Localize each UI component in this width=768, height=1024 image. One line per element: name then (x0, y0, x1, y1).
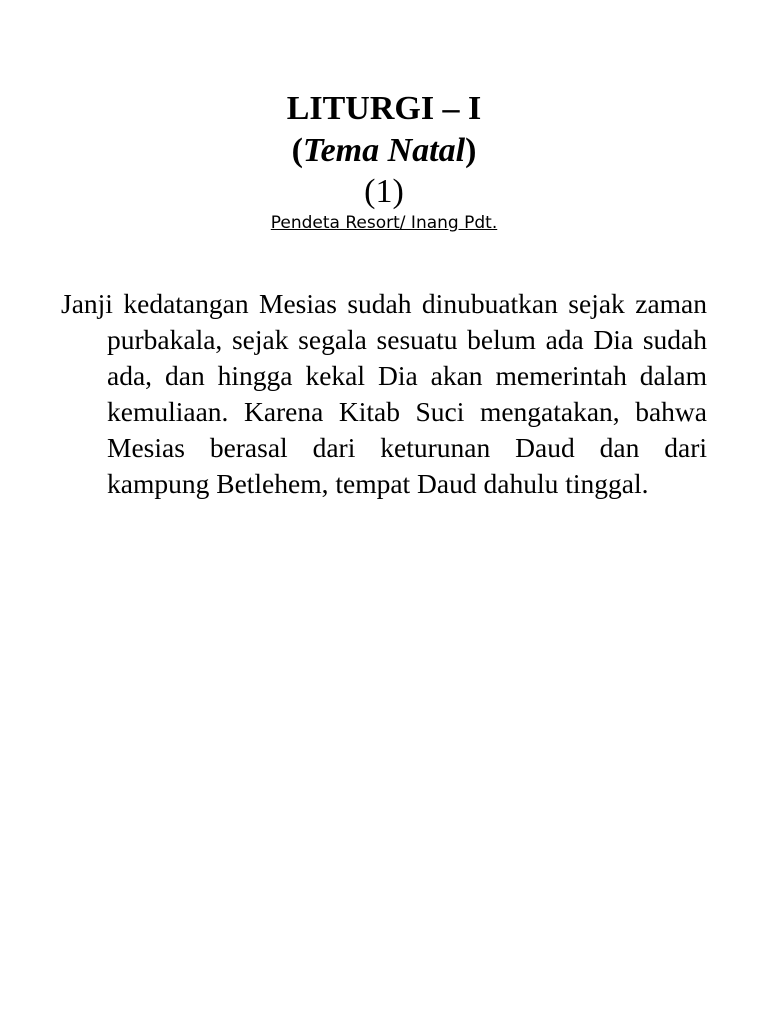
liturgy-title: LITURGI – I (286, 90, 482, 127)
theme-name: Tema Natal (302, 132, 466, 169)
liturgy-number: (1) (364, 173, 404, 210)
heading-block (0, 88, 768, 234)
liturgy-paragraph: Janji kedatangan Mesias sudah dinubuatkan sejak zaman purbakala, sejak segala sesuatu belum ada Dia sudah ada, dan hingga kekal Dia akan memerintah dalam kemuliaan. Karena Kitab Suci mengatakan, bahwa Mesias berasal dari keturunan Daud dan dari kampung Betlehem, tempat Daud dahulu tinggal. (61, 288, 707, 499)
subtitle-close-paren: ) (465, 132, 477, 169)
subtitle-open-paren: ( (291, 132, 303, 169)
liturgy-subtitle (0, 130, 768, 172)
speaker-role: Pendeta Resort/ Inang Pdt. (270, 213, 498, 233)
